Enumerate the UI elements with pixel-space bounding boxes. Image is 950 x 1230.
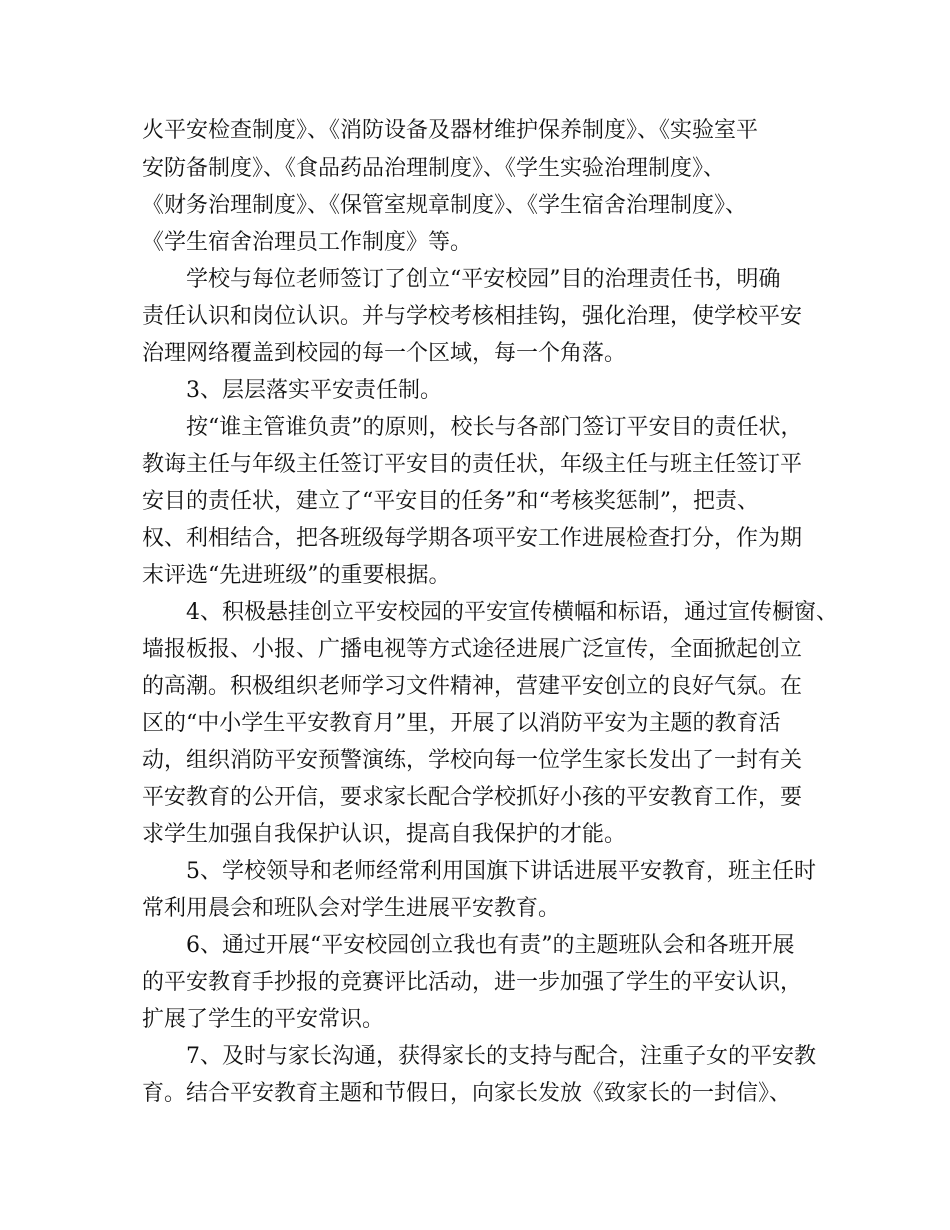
- text-line: 4、积极悬挂创立平安校园的平安宣传横幅和标语，通过宣传橱窗、: [186, 600, 838, 625]
- text-line: 7、及时与家长沟通，获得家长的支持与配合，注重子女的平安教: [186, 1044, 816, 1069]
- text-line: 按“谁主管谁负责”的原则，校长与各部门签订平安目的责任状，: [186, 415, 803, 440]
- text-line: 5、学校领导和老师经常利用国旗下讲话进展平安教育，班主任时: [186, 859, 816, 884]
- text-line: 安防备制度》、《食品药品治理制度》、《学生实验治理制度》、: [142, 156, 726, 181]
- text-line: 平安教育的公开信，要求家长配合学校抓好小孩的平安教育工作，要: [142, 785, 803, 810]
- text-line: 6、通过开展“平安校园创立我也有责”的主题班队会和各班开展: [186, 933, 795, 958]
- text-line: 责任认识和岗位认识。并与学校考核相挂钩，强化治理，使学校平安: [142, 304, 803, 329]
- text-line: 《学生宿舍治理员工作制度》等。: [142, 230, 473, 255]
- text-line: 育。结合平安教育主题和节假日，向家长发放《致家长的一封信》、: [142, 1081, 792, 1106]
- text-line: 的平安教育手抄报的竞赛评比活动，进一步加强了学生的平安认识，: [142, 970, 803, 995]
- text-line: 常利用晨会和班队会对学生进展平安教育。: [142, 896, 561, 921]
- text-line: 权、利相结合，把各班级每学期各项平安工作进展检查打分，作为期: [142, 526, 803, 551]
- text-line: 教诲主任与年级主任签订平安目的责任状，年级主任与班主任签订平: [142, 452, 803, 477]
- text-line: 末评选“先进班级”的重要根据。: [142, 563, 451, 588]
- text-line: 治理网络覆盖到校园的每一个区域，每一个角落。: [142, 341, 627, 366]
- text-line: 扩展了学生的平安常识。: [142, 1007, 385, 1032]
- text-line: 学校与每位老师签订了创立“平安校园”目的治理责任书，明确: [186, 267, 781, 292]
- text-line: 《财务治理制度》、《保管室规章制度》、《学生宿舍治理制度》、: [142, 193, 748, 218]
- text-line: 3、层层落实平安责任制。: [186, 378, 442, 403]
- text-line: 墙报板报、小报、广播电视等方式途径进展广泛宣传，全面掀起创立: [142, 637, 803, 662]
- text-line: 区的“中小学生平安教育月”里，开展了以消防平安为主题的教育活: [142, 711, 781, 736]
- text-line: 求学生加强自我保护认识，提高自我保护的才能。: [142, 822, 627, 847]
- text-line: 动，组织消防平安预警演练，学校向每一位学生家长发出了一封有关: [142, 748, 803, 773]
- text-line: 火平安检查制度》、《消防设备及器材维护保养制度》、《实验室平: [142, 118, 759, 143]
- text-line: 的高潮。积极组织老师学习文件精神，营建平安创立的良好气氛。在: [142, 674, 803, 699]
- text-line: 安目的责任状，建立了“平安目的任务”和“考核奖惩制”，把责、: [142, 489, 759, 514]
